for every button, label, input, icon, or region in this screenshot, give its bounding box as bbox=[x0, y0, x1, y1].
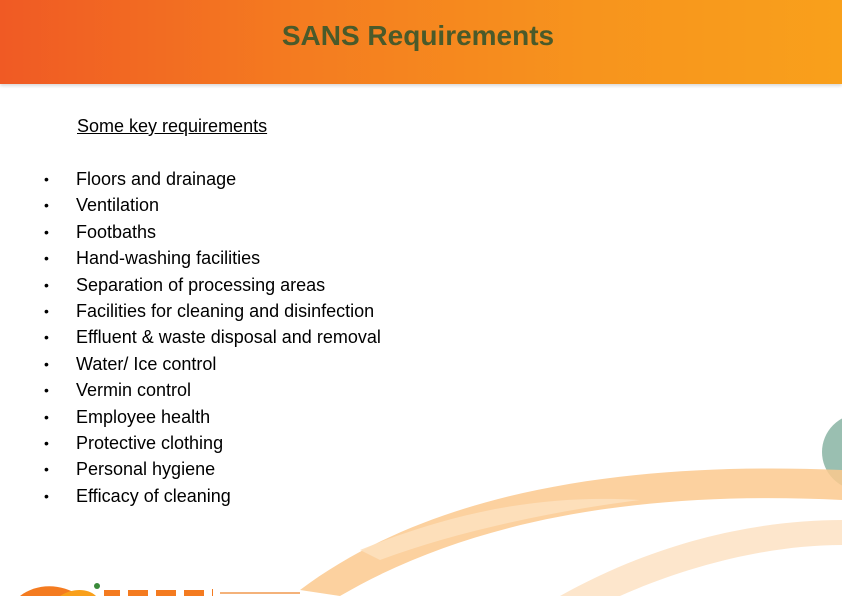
bullet-icon: • bbox=[44, 302, 49, 319]
requirement-text: Separation of processing areas bbox=[76, 274, 326, 295]
requirement-text: Vermin control bbox=[76, 380, 192, 401]
requirement-text: Water/ Ice control bbox=[76, 353, 217, 374]
logo-tagline-fragment bbox=[220, 592, 300, 594]
requirement-text: Protective clothing bbox=[76, 432, 224, 453]
requirement-text: Ventilation bbox=[76, 195, 160, 216]
requirement-text: Effluent & waste disposal and removal bbox=[76, 327, 381, 348]
logo-letter-fragment bbox=[104, 590, 120, 596]
logo-fragment bbox=[20, 583, 300, 596]
requirement-text: Facilities for cleaning and disinfection bbox=[76, 300, 375, 321]
requirement-text: Employee health bbox=[76, 406, 211, 427]
bullet-icon: • bbox=[44, 461, 49, 478]
bullet-icon: • bbox=[44, 434, 49, 451]
logo-green-dot bbox=[94, 583, 100, 589]
orange-swoosh-lower bbox=[560, 520, 842, 596]
logo-divider bbox=[212, 589, 213, 596]
bullet-icon: • bbox=[44, 329, 49, 346]
bullet-icon: • bbox=[44, 197, 49, 214]
logo-letter-fragment-4 bbox=[184, 590, 204, 596]
requirement-text: Footbaths bbox=[76, 221, 157, 242]
bullet-icon: • bbox=[44, 223, 49, 240]
section-subtitle: Some key requirements bbox=[77, 116, 268, 136]
bullet-icon: • bbox=[44, 355, 49, 372]
logo-letter-fragment-3 bbox=[156, 590, 176, 596]
requirement-text: Hand-washing facilities bbox=[76, 248, 261, 269]
bullet-icon: • bbox=[44, 487, 49, 504]
bullet-icon: • bbox=[44, 382, 49, 399]
logo-letter-fragment-2 bbox=[128, 590, 148, 596]
bullet-icon: • bbox=[44, 171, 49, 187]
slide-title: SANS Requirements bbox=[281, 20, 555, 51]
bullet-icon: • bbox=[44, 276, 49, 293]
requirement-text: Floors and drainage bbox=[76, 169, 237, 189]
requirement-text: Efficacy of cleaning bbox=[76, 485, 231, 506]
bullet-icon: • bbox=[44, 408, 49, 425]
requirement-text: Personal hygiene bbox=[76, 459, 216, 480]
bullet-icon: • bbox=[44, 250, 49, 267]
